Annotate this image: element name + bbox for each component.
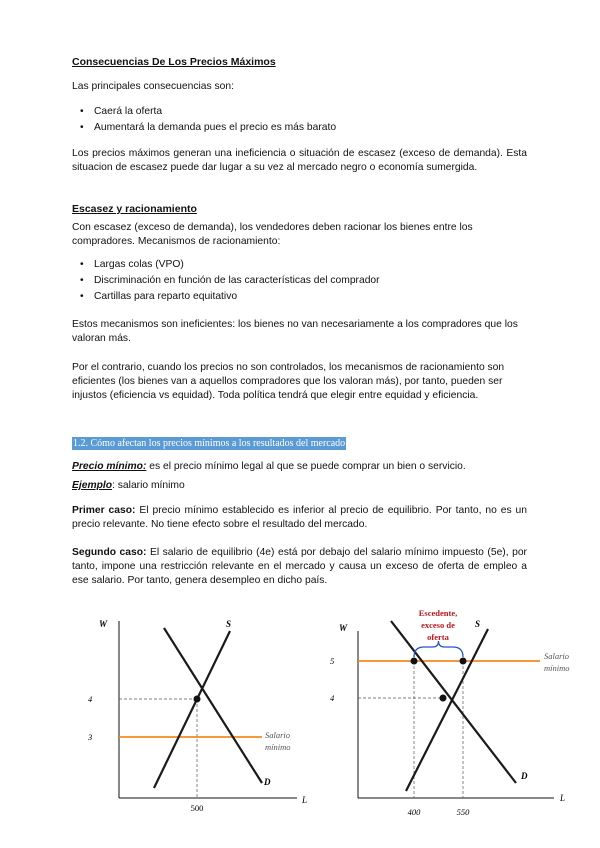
- example-term: Ejemplo: [72, 480, 113, 491]
- paragraph-eficientes: Por el contrario, cuando los precios no son controlados, los mecanismos de racionamiento son eficientes (los bienes van a aquellos compradores que los valoran más), por tanto, pueden ser injustos (eficiencia vs equidad). Toda política tendrá que elegir entre equidad y eficiencia.: [72, 362, 505, 402]
- heading-escasez: Escasez y racionamiento: [72, 203, 197, 215]
- annotation-line: oferta: [427, 632, 449, 642]
- chart-equilibrium-price-floor-low: [82, 603, 322, 825]
- equilibrium-point: [440, 695, 447, 702]
- axis-label-l: L: [302, 795, 308, 805]
- list-item: • Aumentará la demanda pues el precio es más barato: [72, 120, 527, 136]
- paragraph-ineficiencia: Los precios máximos generan una ineficiencia o situación de escasez (exceso de demanda). Esta situacion de escasez puede dar lugar a su vez al mercado negro o economía sumergida.: [72, 148, 527, 174]
- floor-demand-point: [411, 658, 418, 665]
- case1-text: El precio mínimo establecido es inferior al precio de equilibrio. Por tanto, no es un precio relevante. No tiene efecto sobre el resultado del mercado.: [72, 505, 528, 531]
- y-tick-label: 5: [330, 656, 335, 666]
- annotation-line: Escedente,: [418, 608, 458, 618]
- paragraph-segundo-caso: [72, 546, 527, 589]
- paragraph-primer-caso: [72, 504, 527, 532]
- list-item: • Cartillas para reparto equitativo: [72, 289, 527, 305]
- equilibrium-point: [194, 696, 201, 703]
- demand-label: D: [521, 771, 528, 781]
- section-title: 1.2. Cómo afectan los precios mínimos a los resultados del mercado: [73, 438, 346, 449]
- bullet-list-1: [72, 104, 527, 136]
- example-text: : salario mínimo: [112, 480, 185, 491]
- case1-label: Primer caso:: [72, 505, 136, 516]
- annotation-line: exceso de: [421, 620, 455, 630]
- supply-label: S: [475, 619, 481, 629]
- list-item: • Caerá la oferta: [72, 104, 527, 120]
- example-line: [72, 479, 527, 493]
- paragraph-racionamiento: Con escasez (exceso de demanda), los vendedores deben racionar los bienes entre los compradores. Mecanismos de racionamiento:: [72, 222, 473, 248]
- floor-supply-point: [460, 658, 467, 665]
- demand-label: D: [264, 777, 271, 787]
- axis-label-w: W: [339, 623, 348, 633]
- definition-text: es el precio mínimo legal al que se puede comprar un bien o servicio.: [146, 461, 466, 472]
- list-item: • Largas colas (VPO): [72, 257, 527, 273]
- case2-text: El salario de equilibrio (4e) está por debajo del salario mínimo impuesto (5e), por tanto, impone una restricción relevante en el mercado y causa un exceso de oferta de empleo a ese salario. Por tanto, genera desempleo en dicho país.: [72, 547, 527, 587]
- heading-consecuencias: Consecuencias De Los Precios Máximos: [72, 56, 276, 68]
- axis-label-w: W: [99, 619, 108, 629]
- list-item: • Discriminación en función de las características del comprador: [72, 273, 527, 289]
- y-tick-label: 4: [330, 693, 335, 703]
- x-tick-label: 550: [456, 807, 470, 817]
- case2-label: Segundo caso:: [72, 547, 147, 558]
- intro-text: Las principales consecuencias son:: [72, 81, 234, 92]
- supply-label: S: [226, 619, 232, 629]
- chart-equilibrium-price-floor-high: [326, 603, 576, 825]
- paragraph-ineficientes: Estos mecanismos son ineficientes: los bienes no van necesariamente a los compradores que los valoran más.: [72, 319, 518, 345]
- definition-precio-minimo: [72, 460, 527, 474]
- definition-term: Precio mínimo:: [72, 461, 147, 472]
- x-tick-label: 500: [190, 803, 204, 813]
- y-tick-label: 4: [88, 694, 93, 704]
- x-tick-label: 400: [407, 807, 421, 817]
- min-wage-label-2: mínimo: [265, 742, 291, 752]
- bullet-list-2: [72, 257, 527, 305]
- min-wage-label-2: mínimo: [544, 663, 570, 673]
- y-tick-label: 3: [88, 732, 93, 742]
- min-wage-label: Salario: [265, 730, 291, 740]
- axis-label-l: L: [560, 793, 566, 803]
- min-wage-label: Salario: [544, 651, 570, 661]
